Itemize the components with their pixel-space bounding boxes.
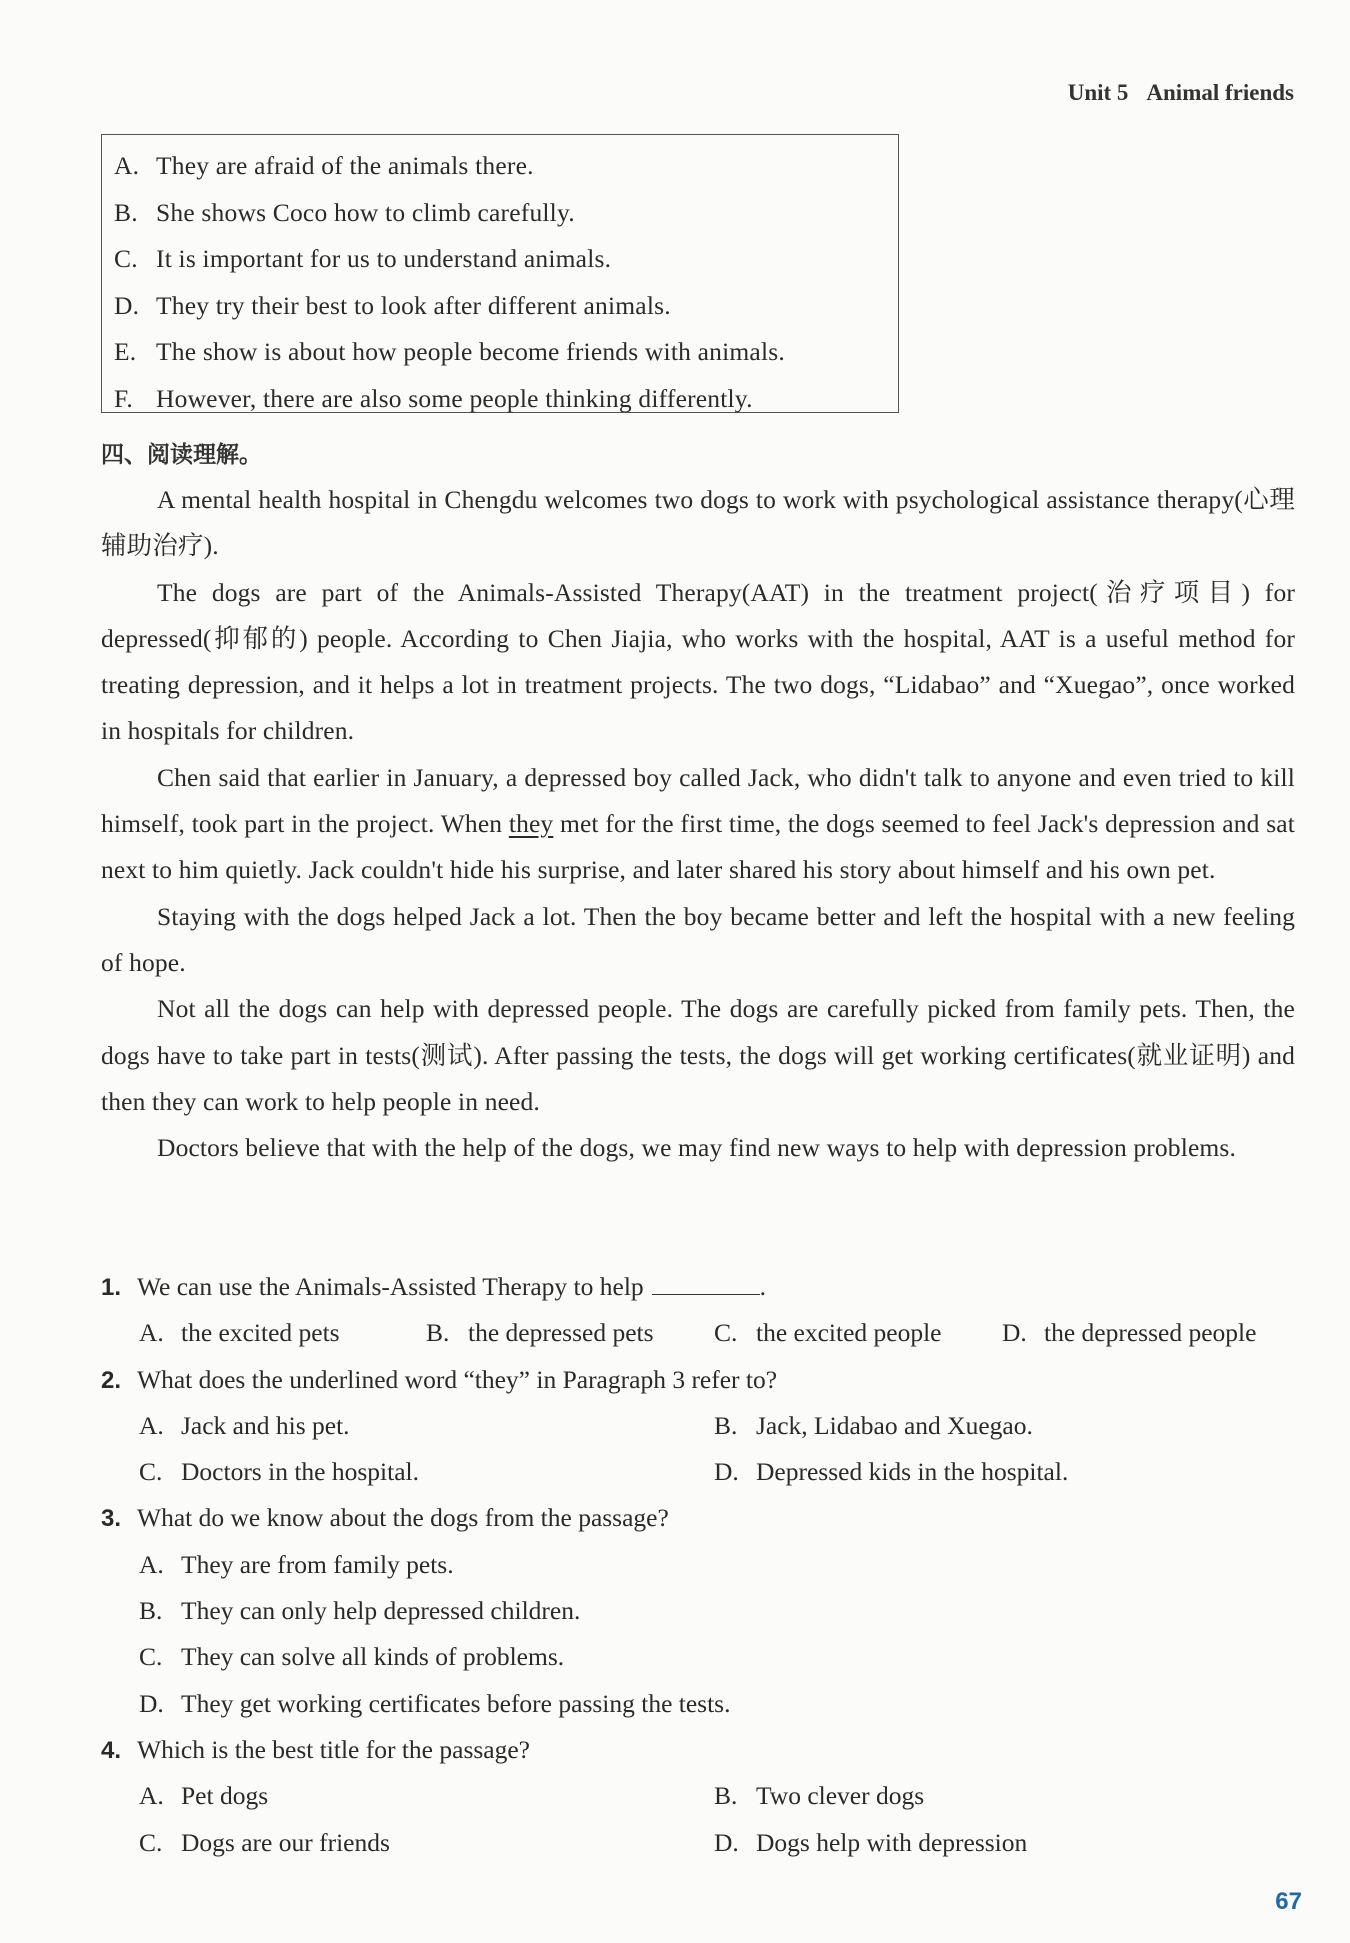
option-letter: C. bbox=[114, 244, 138, 273]
option-text: The show is about how people become friends with animals. bbox=[156, 337, 785, 366]
question-2 bbox=[101, 1357, 1295, 1403]
option-c[interactable] bbox=[714, 1310, 942, 1356]
section-title: 四、阅读理解。 bbox=[101, 442, 262, 468]
answer-blank[interactable] bbox=[652, 1270, 760, 1295]
passage-paragraph-6: Doctors believe that with the help of the dogs, we may find new ways to help with depression problems. bbox=[157, 1133, 1236, 1163]
passage-paragraph-2: The dogs are part of the Animals-Assisted Therapy(AAT) in the treatment project(治疗项目) for depressed(抑郁的) people. According to Chen Jiajia, who works with the hospital, AAT is a useful method for treating depression, and it helps a lot in treatment projects. The two dogs, “Lidabao” and “Xuegao”, once worked in hospitals for children. bbox=[101, 577, 1295, 746]
option-box-line bbox=[114, 190, 898, 237]
question-4-options-row-1 bbox=[101, 1773, 1295, 1819]
option-text: Dogs are our friends bbox=[181, 1827, 390, 1857]
option-a[interactable] bbox=[139, 1403, 350, 1449]
question-end: . bbox=[759, 1272, 767, 1301]
option-letter: A. bbox=[114, 151, 140, 180]
option-c[interactable] bbox=[139, 1449, 419, 1495]
paragraph-text: met for the first time, the dogs seemed to feel Jack's depression and sat next to him quietly. Jack couldn't hide his surprise, and later shared his story about himself and his own pet. bbox=[101, 809, 1295, 885]
option-b[interactable] bbox=[714, 1403, 1033, 1449]
option-letter: D. bbox=[139, 1688, 164, 1718]
question-text: We can use the Animals-Assisted Therapy to help bbox=[137, 1272, 644, 1301]
option-letter: A. bbox=[139, 1410, 164, 1440]
question-4 bbox=[101, 1727, 1295, 1773]
option-letter: C. bbox=[139, 1827, 163, 1857]
option-letter: B. bbox=[714, 1410, 738, 1440]
option-b[interactable] bbox=[426, 1310, 654, 1356]
option-text: They try their best to look after different animals. bbox=[156, 290, 671, 320]
question-2-options-row-2 bbox=[101, 1449, 1295, 1495]
option-letter: B. bbox=[426, 1318, 450, 1348]
question-number: 4. bbox=[101, 1736, 122, 1764]
option-letter: C. bbox=[139, 1642, 163, 1672]
option-text: They can only help depressed children. bbox=[181, 1596, 581, 1626]
option-text: They get working certificates before passing the tests. bbox=[181, 1688, 731, 1718]
option-text: Jack, Lidabao and Xuegao. bbox=[756, 1410, 1033, 1440]
option-box-line bbox=[114, 376, 898, 423]
questions bbox=[101, 1264, 1295, 1866]
option-text: the depressed people bbox=[1044, 1318, 1257, 1348]
option-text: Two clever dogs bbox=[756, 1781, 925, 1811]
option-text: Pet dogs bbox=[181, 1781, 269, 1811]
unit-title: Animal friends bbox=[1146, 80, 1294, 105]
question-1 bbox=[101, 1264, 1295, 1310]
option-text: Doctors in the hospital. bbox=[181, 1457, 419, 1487]
option-text: the excited people bbox=[756, 1318, 942, 1348]
option-letter: A. bbox=[139, 1781, 164, 1811]
question-1-options bbox=[101, 1310, 1295, 1356]
option-text: Jack and his pet. bbox=[181, 1410, 350, 1440]
question-text: What does the underlined word “they” in Paragraph 3 refer to? bbox=[137, 1364, 778, 1394]
option-c[interactable] bbox=[139, 1820, 390, 1866]
option-letter: F. bbox=[114, 383, 133, 413]
option-a[interactable] bbox=[139, 1310, 340, 1356]
passage-paragraph-3 bbox=[101, 755, 1295, 894]
option-d[interactable] bbox=[714, 1820, 1027, 1866]
option-letter: B. bbox=[714, 1781, 738, 1811]
passage-paragraph-1: A mental health hospital in Chengdu welcomes two dogs to work with psychological assistance therapy(心理辅助治疗). bbox=[101, 485, 1295, 561]
question-number: 3. bbox=[101, 1505, 122, 1533]
option-box-line bbox=[114, 236, 898, 283]
option-letter: C. bbox=[139, 1457, 163, 1487]
question-number: 2. bbox=[101, 1366, 122, 1394]
option-text: the excited pets bbox=[181, 1318, 340, 1348]
page-header bbox=[1068, 80, 1294, 106]
reading-passage bbox=[101, 477, 1295, 1171]
option-text: However, there are also some people thinking differently. bbox=[156, 383, 753, 413]
paragraph-text: Chen said that earlier in January, a depressed boy called Jack, who didn't talk to anyone and even tried to kill himself, took part in the project. When bbox=[101, 762, 1295, 839]
question-number: 1. bbox=[101, 1274, 122, 1301]
option-letter: D. bbox=[714, 1457, 739, 1487]
option-letter: D. bbox=[1002, 1318, 1027, 1348]
unit-label: Unit 5 bbox=[1067, 80, 1129, 105]
option-letter: B. bbox=[139, 1596, 163, 1626]
option-text: the depressed pets bbox=[468, 1318, 654, 1348]
option-b[interactable] bbox=[714, 1773, 924, 1819]
option-a[interactable] bbox=[139, 1773, 268, 1819]
option-letter: E. bbox=[114, 337, 137, 366]
option-text: They are afraid of the animals there. bbox=[156, 151, 534, 180]
page-number: 67 bbox=[1275, 1888, 1302, 1915]
option-letter: D. bbox=[714, 1827, 739, 1857]
passage-paragraph-5: Not all the dogs can help with depressed people. The dogs are carefully picked from family pets. Then, the dogs have to take part in tests(测试). After passing the tests, the dogs will get working certificates(就业证明) and then they can work to help people in need. bbox=[101, 994, 1295, 1116]
option-text: Dogs help with depression bbox=[756, 1827, 1028, 1857]
option-d[interactable] bbox=[1002, 1310, 1256, 1356]
option-letter: D. bbox=[114, 290, 140, 320]
passage-paragraph-4: Staying with the dogs helped Jack a lot. Then the boy became better and left the hospital with a new feeling of hope. bbox=[101, 901, 1295, 977]
option-text: Depressed kids in the hospital. bbox=[756, 1457, 1069, 1487]
option-box-line bbox=[114, 329, 898, 376]
option-letter: A. bbox=[139, 1549, 164, 1579]
option-d[interactable] bbox=[101, 1681, 1295, 1727]
option-letter: B. bbox=[114, 197, 138, 227]
option-text: It is important for us to understand animals. bbox=[156, 244, 612, 273]
option-text: She shows Coco how to climb carefully. bbox=[156, 197, 575, 227]
question-text: Which is the best title for the passage? bbox=[137, 1734, 530, 1764]
underlined-word: they bbox=[508, 809, 554, 839]
option-letter: C. bbox=[714, 1318, 738, 1348]
question-text: What do we know about the dogs from the passage? bbox=[137, 1503, 669, 1533]
option-a[interactable] bbox=[101, 1542, 1295, 1588]
option-box bbox=[101, 134, 899, 413]
question-3 bbox=[101, 1495, 1295, 1541]
option-box-line bbox=[114, 283, 898, 330]
option-c[interactable] bbox=[101, 1634, 1295, 1680]
question-4-options-row-2 bbox=[101, 1820, 1295, 1866]
option-text: They can solve all kinds of problems. bbox=[181, 1642, 565, 1672]
option-b[interactable] bbox=[101, 1588, 1295, 1634]
option-d[interactable] bbox=[714, 1449, 1068, 1495]
question-2-options-row-1 bbox=[101, 1403, 1295, 1449]
option-box-line bbox=[114, 143, 898, 190]
option-letter: A. bbox=[139, 1318, 164, 1348]
option-text: They are from family pets. bbox=[181, 1549, 454, 1579]
